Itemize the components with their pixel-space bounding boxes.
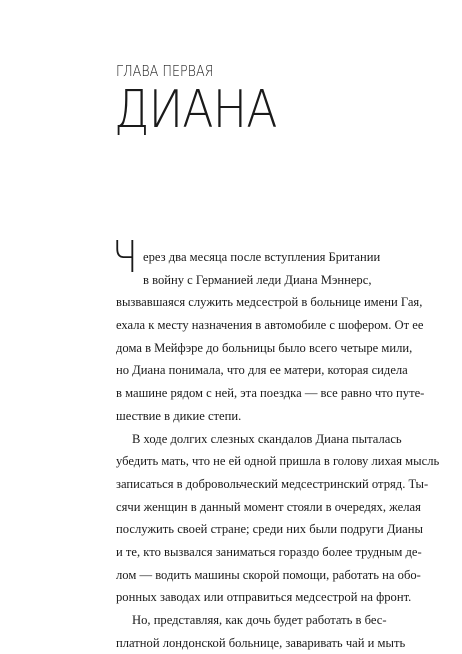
text-line: записаться в добровольческий медсестринский отряд. Ты-: [116, 476, 429, 491]
text-line: но Диана понимала, что для ее матери, которая сидела: [116, 363, 408, 378]
text-line: ронных заводах или отправиться медсестрой на фронт.: [116, 590, 412, 605]
text-line: шествие в дикие степи.: [116, 408, 242, 423]
text-line: вызвавшаяся служить медсестрой в больнице имени Гая,: [116, 295, 423, 310]
text-line: дома в Мейфэре до больницы было всего четыре мили,: [116, 340, 413, 355]
text-line: в машине рядом с ней, эта поездка — все равно что путе-: [116, 386, 425, 401]
text-line: ехала к месту назначения в автомобиле с шофером. От ее: [116, 318, 424, 333]
text-line: и те, кто вызвался заниматься гораздо более трудным де-: [116, 544, 422, 559]
text-line: В ходе долгих слезных скандалов Диана пыталась: [132, 431, 402, 446]
text-line: платной лондонской больнице, заваривать чай и мыть: [116, 635, 406, 650]
drop-cap: Ч: [112, 232, 138, 283]
body-text: [116, 246, 440, 654]
chapter-title: ДИАНА: [114, 80, 277, 140]
text-line: послужить своей стране; среди них были подруги Дианы: [116, 522, 423, 537]
chapter-label: ГЛАВА ПЕРВАЯ: [116, 62, 214, 80]
text-line: Но, представляя, как дочь будет работать в бес-: [132, 613, 387, 627]
text-line: сячи женщин в данный момент стояли в очередях, желая: [116, 499, 421, 514]
text-line: в войну с Германией леди Диана Мэннерс,: [143, 272, 372, 287]
text-line: ерез два месяца после вступления Британии: [143, 250, 381, 264]
text-line: лом — водить машины скорой помощи, работать на обо-: [116, 567, 421, 582]
text-line: убедить мать, что не ей одной пришла в голову лихая мысль: [116, 454, 440, 469]
